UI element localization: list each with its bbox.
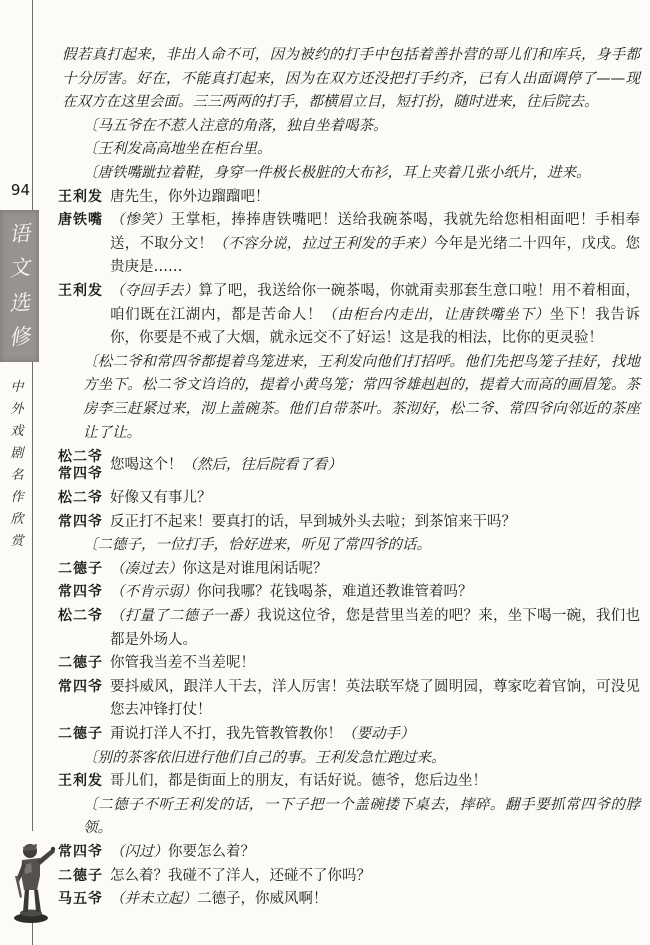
speech-text: 反正打不起来！要真打的话，早到城外头去啦；到茶馆来干吗？ (110, 513, 516, 530)
stage-direction: 〔别的茶客依旧进行他们自己的事。王利发急忙跑过来。 (83, 749, 446, 766)
speech-text: （打量了二德子一番）我说这位爷，您是营里当差的吧？来，坐下喝一碗，我们也都是外场人。 (110, 608, 641, 648)
stage-direction: 〔唐铁嘴跐拉着鞋，身穿一件极长极脏的大布衫，耳上夹着几张小纸片，进来。 (83, 164, 591, 181)
speaker-name: 常四爷 (58, 466, 103, 483)
speaker-name: 松二爷 (58, 608, 103, 625)
title-character: 语 (7, 220, 31, 247)
speaker-label (58, 770, 110, 794)
stage-note-inline: （不肯示弱） (110, 584, 197, 601)
speech-text: 您喝这个！（然后，往后院看了看） (110, 457, 342, 474)
book-title-vertical (4, 377, 30, 553)
stage-note-inline: （然后，往后院看了看） (182, 457, 342, 474)
stage-note-inline: （并未立起） (110, 891, 197, 908)
margin-rule-line (32, 0, 33, 831)
speech-text: （凑过去）你这是对谁甩闲话呢？ (110, 560, 328, 577)
speaker-label (58, 558, 110, 582)
script-page-content (58, 44, 640, 912)
speech-text: （并未立起）二德子，你威风啊！ (110, 891, 328, 908)
speaker-label (58, 511, 110, 535)
speaker-name: 二德子 (58, 560, 103, 577)
speaker-label (58, 581, 110, 605)
statue-figurine-image (7, 832, 57, 924)
page-number: 94 (10, 181, 30, 199)
script-line (58, 770, 640, 794)
title-character: 修 (7, 324, 31, 351)
stage-direction: 〔马五爷在不惹人注意的角落，独自坐着喝茶。 (83, 117, 388, 134)
script-body (58, 115, 640, 912)
title-character: 作 (10, 490, 24, 505)
speaker-name: 王利发 (58, 188, 103, 205)
speaker-label (58, 449, 110, 483)
title-character: 外 (10, 402, 24, 417)
speaker-name: 马五爷 (58, 891, 103, 908)
speaker-name: 常四爷 (58, 584, 103, 601)
stage-direction: 〔二德子不听王利发的话，一下子把一个盖碗搂下桌去，摔碎。翻手要抓常四爷的脖领。 (83, 796, 640, 837)
script-line (58, 449, 640, 483)
title-character: 赏 (10, 534, 24, 549)
speech-text: 怎么着？我碰不了洋人，还碰不了你吗？ (110, 867, 371, 884)
speaker-label (58, 676, 110, 700)
script-line (58, 511, 640, 535)
speech-text: （惨笑）王掌柜，捧捧唐铁嘴吧！送给我碗茶喝，我就先给您相相面吧！手相奉送，不取分文！（不容分说，拉过王利发的手来）今年是光绪二十四年，戊戌。您贵庚是…… (110, 212, 641, 276)
stage-note-inline: （凑过去） (110, 560, 183, 577)
script-line (58, 841, 640, 865)
speech-text: 甭说打洋人不打，我先管教管教你！（要动手） (110, 726, 415, 743)
speaker-name: 松二爷 (58, 449, 103, 466)
stage-note-inline: （惨笑） (110, 212, 171, 229)
speaker-label (58, 209, 110, 233)
title-character: 中 (10, 380, 24, 395)
speaker-name: 松二爷 (58, 490, 103, 507)
speaker-name: 二德子 (58, 655, 103, 672)
margin-rule-line-bottom (32, 923, 33, 945)
title-character: 名 (10, 468, 24, 483)
script-line (58, 280, 640, 351)
script-line (58, 652, 640, 676)
speaker-label (58, 186, 110, 210)
speech-text: 哥儿们，都是街面上的朋友，有话好说。德爷，您后边坐！ (110, 773, 487, 790)
stage-note-inline: （不容分说，拉过王利发的手来） (213, 235, 435, 252)
speaker-name: 王利发 (58, 282, 103, 299)
script-line (58, 487, 640, 511)
title-character: 剧 (10, 446, 24, 461)
script-line (58, 888, 640, 912)
script-line (58, 186, 640, 210)
script-line (58, 209, 640, 280)
script-line (58, 558, 640, 582)
title-character: 文 (7, 255, 31, 282)
speaker-label (58, 280, 110, 304)
stage-direction: 〔王利发高高地坐在柜台里。 (83, 141, 272, 158)
speaker-name: 唐铁嘴 (58, 212, 103, 229)
speech-text: （夺回手去）算了吧，我送给你一碗茶喝，你就甭卖那套生意口啦！用不着相面，咱们既在江湖内，都是苦命人！（由柜台内走出，让唐铁嘴坐下）坐下！我告诉你，你要是不戒了大烟，就永远交不了好运！这是我的相法，比你的更灵验！ (110, 282, 641, 347)
speech-text: 好像又有事儿？ (110, 490, 212, 507)
title-character: 欣 (10, 512, 24, 527)
script-line (58, 865, 640, 889)
speaker-label (58, 888, 110, 912)
series-title-banner (0, 210, 39, 362)
opening-narration: 假若真打起来，非出人命不可，因为被约的打手中包括着善扑营的哥儿们和库兵，身手都十分厉害。好在，不能真打起来，因为在双方还没把打手约齐，已有人出面调停了——现在双方在这里会面。三三两两的打手，都横眉立目，短打扮，随时进来，往后院去。 (62, 47, 640, 111)
title-character: 选 (7, 289, 31, 316)
title-character: 戏 (10, 424, 24, 439)
speaker-name: 常四爷 (58, 513, 103, 530)
speech-text: （闪过）你要怎么着？ (110, 844, 255, 860)
speech-text: 要抖威风，跟洋人干去，洋人厉害！英法联军烧了圆明园，尊家吃着官饷，可没见您去冲锋打仗！ (110, 678, 640, 719)
speaker-label (58, 605, 110, 629)
stage-direction: 〔二德子，一位打手，恰好进来，听见了常四爷的话。 (83, 537, 431, 554)
stage-note-inline: （打量了二德子一番） (110, 608, 258, 625)
stage-note-inline: （夺回手去） (110, 282, 199, 299)
script-line (58, 605, 640, 652)
speaker-name: 常四爷 (58, 844, 103, 860)
script-line (58, 581, 640, 605)
speaker-name: 二德子 (58, 867, 103, 884)
speech-text: 你管我当差不当差呢！ (110, 655, 255, 672)
stage-note-inline: （闪过） (110, 844, 168, 860)
stage-note-inline: （要动手） (342, 726, 415, 743)
speaker-label (58, 652, 110, 676)
stage-note-inline: （由柜台内走出，让唐铁嘴坐下） (322, 306, 550, 323)
script-line (58, 676, 640, 723)
script-line (58, 723, 640, 747)
speech-text: （不肯示弱）你问我哪？花钱喝茶，难道还教谁管着吗？ (110, 584, 473, 601)
stage-direction: 〔松二爷和常四爷都提着鸟笼进来，王利发向他们打招呼。他们先把鸟笼子挂好，找地方坐下。松二爷文诌诌的，提着小黄鸟笼；常四爷雄赳赳的，提着大而高的画眉笼。茶房李三赶紧过来，沏上盖碗茶。他们自带茶叶。茶沏好，松二爷、常四爷向邻近的茶座让了让。 (83, 353, 640, 441)
speaker-label (58, 865, 110, 889)
speaker-label (58, 841, 110, 865)
speaker-name: 二德子 (58, 726, 103, 743)
speaker-label (58, 487, 110, 511)
speaker-name: 王利发 (58, 773, 103, 790)
speaker-name: 常四爷 (58, 678, 103, 695)
speaker-label (58, 723, 110, 747)
speech-text: 唐先生，你外边蹓蹓吧！ (110, 188, 270, 205)
